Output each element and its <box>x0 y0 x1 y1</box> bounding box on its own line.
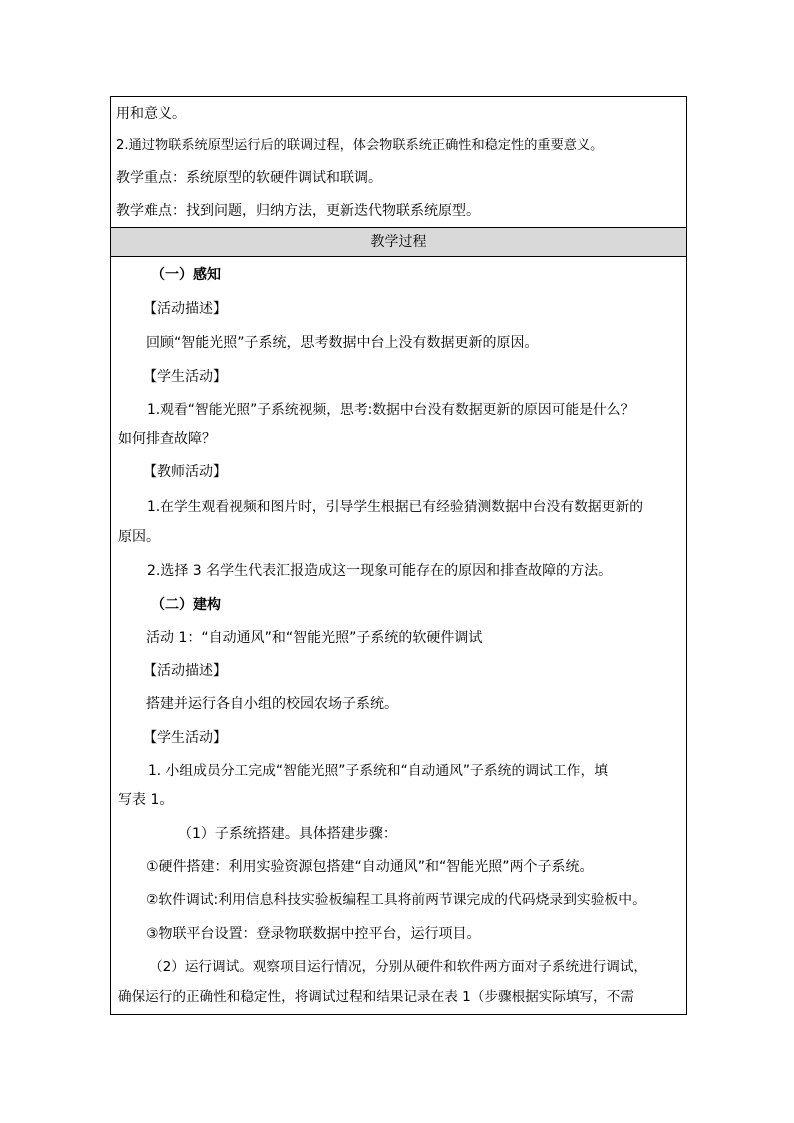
section-1-title: （一）感知 <box>151 267 221 283</box>
hardware-step: ①硬件搭建：利用实验资源包搭建“自动通风”和“智能光照”两个子系统。 <box>146 859 594 875</box>
student-activity-line: 写表 1。 <box>118 792 174 808</box>
step-1-heading: （1）子系统搭建。具体搭建步骤： <box>178 826 397 842</box>
student-activity-heading: 【学生活动】 <box>143 730 227 746</box>
lesson-plan-table <box>110 96 687 1015</box>
difficulty-point: 教学难点：找到问题，归纳方法，更新迭代物联系统原型。 <box>116 203 480 219</box>
objective-line-2: 2.通过物联系统原型运行后的联调过程，体会物联系统正确性和稳定性的重要意义。 <box>116 138 604 153</box>
activity-1-title: 活动 1：“自动通风”和“智能光照”子系统的软硬件调试 <box>146 630 483 646</box>
key-point: 教学重点：系统原型的软硬件调试和联调。 <box>116 170 382 186</box>
step-2-line: （2）运行调试。观察项目运行情况，分别从硬件和软件两方面对子系统进行调试， <box>149 959 648 975</box>
student-activity-line: 1.观看“智能光照”子系统视频，思考:数据中台没有数据更新的原因可能是什么？ <box>147 402 635 418</box>
objective-line-1: 用和意义。 <box>116 106 186 122</box>
objectives-cell <box>111 97 686 227</box>
student-activity-line: 如何排查故障？ <box>118 431 216 447</box>
build-text: 搭建并运行各自小组的校园农场子系统。 <box>146 696 398 712</box>
section-2-title: （二）建构 <box>151 597 221 613</box>
iot-platform-step: ③物联平台设置：登录物联数据中控平台，运行项目。 <box>146 926 481 942</box>
process-header: 教学过程 <box>111 227 686 257</box>
student-activity-line: 1. 小组成员分工完成“智能光照”子系统和“自动通风”子系统的调试工作，填 <box>148 763 609 779</box>
teacher-activity-line: 原因。 <box>118 529 160 545</box>
process-cell <box>111 257 686 1014</box>
step-2-line: 确保运行的正确性和稳定性，将调试过程和结果记录在表 1（步骤根据实际填写，不需 <box>118 989 634 1005</box>
software-step: ②软件调试:利用信息科技实验板编程工具将前两节课完成的代码烧录到实验板中。 <box>146 892 646 908</box>
teacher-activity-line: 2.选择 3 名学生代表汇报造成这一现象可能存在的原因和排查故障的方法。 <box>147 563 613 579</box>
student-activity-heading: 【学生活动】 <box>143 369 227 385</box>
activity-desc-heading: 【活动描述】 <box>143 301 227 317</box>
teacher-activity-heading: 【教师活动】 <box>143 464 227 480</box>
teacher-activity-line: 1.在学生观看视频和图片时，引导学生根据已有经验猜测数据中台没有数据更新的 <box>147 499 644 515</box>
activity-desc-heading: 【活动描述】 <box>143 663 227 679</box>
review-text: 回顾“智能光照”子系统，思考数据中台上没有数据更新的原因。 <box>146 335 539 351</box>
